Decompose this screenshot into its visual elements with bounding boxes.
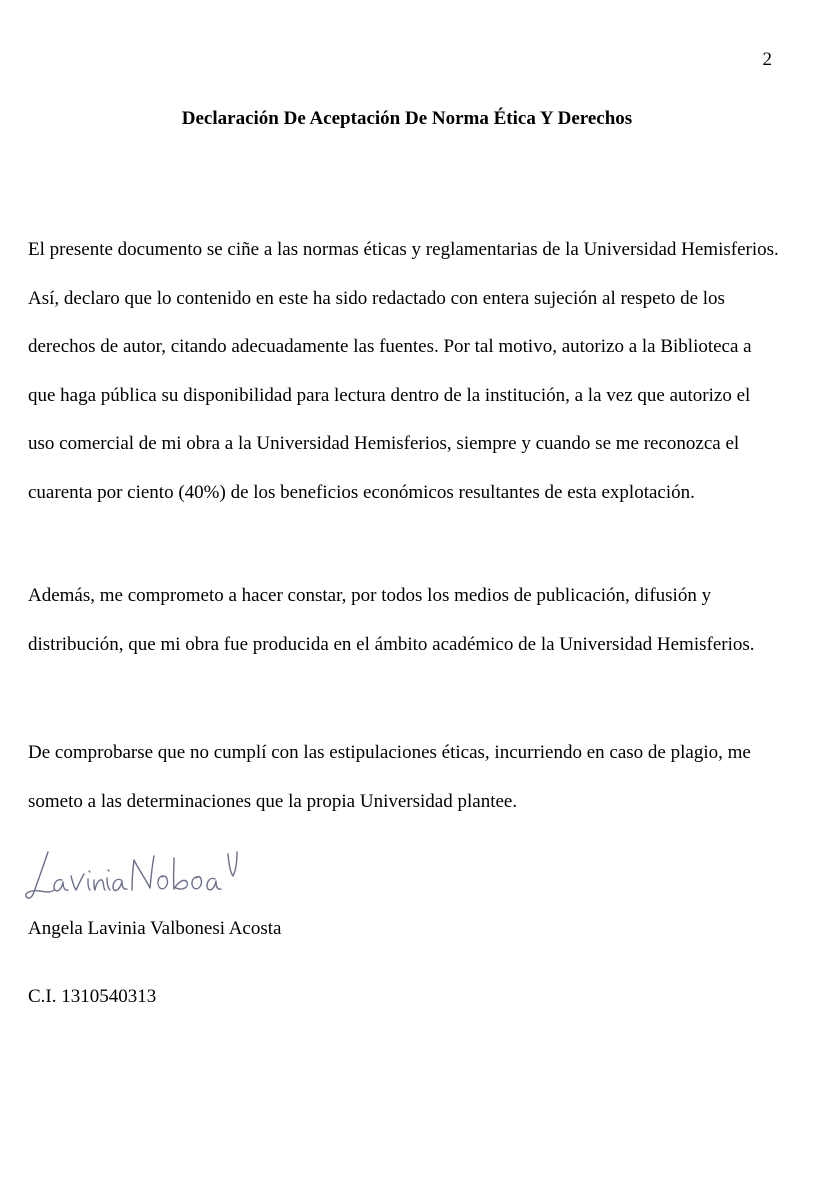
body-paragraph-3 [28,729,780,826]
page-number: 2 [762,49,772,70]
document-title: Declaración De Aceptación De Norma Ética Y Derechos [181,108,633,129]
body-paragraph-1 [28,226,780,517]
signer-id-number: C.I. 1310540313 [28,986,157,1007]
paragraph-text: De comprobarse que no cumplí con las estipulaciones éticas, incurriendo en caso de plagio, me someto a las determinaciones que la propia Universidad plantee. [28,742,751,812]
signer-name: Angela Lavinia Valbonesi Acosta [28,918,282,939]
handwritten-signature [22,846,242,904]
paragraph-text: Además, me comprometo a hacer constar, por todos los medios de publicación, difusión y distribución, que mi obra fue producida en el ámbito académico de la Universidad Hemisferios. [28,585,755,655]
body-paragraph-2 [28,572,780,669]
paragraph-text: El presente documento se ciñe a las normas éticas y reglamentarias de la Universidad Hemisferios. Así, declaro que lo contenido en este ha sido redactado con entera sujeción al respeto de los derechos de autor, citando adecuadamente las fuentes. Por tal motivo, autorizo a la Biblioteca a que haga pública su disponibilidad para lectura dentro de la institución, a la vez que autorizo el uso comercial de mi obra a la Universidad Hemisferios, siempre y cuando se me reconozca el cuarenta por ciento (40%) de los beneficios económicos resultantes de esta explotación. [28,239,779,503]
